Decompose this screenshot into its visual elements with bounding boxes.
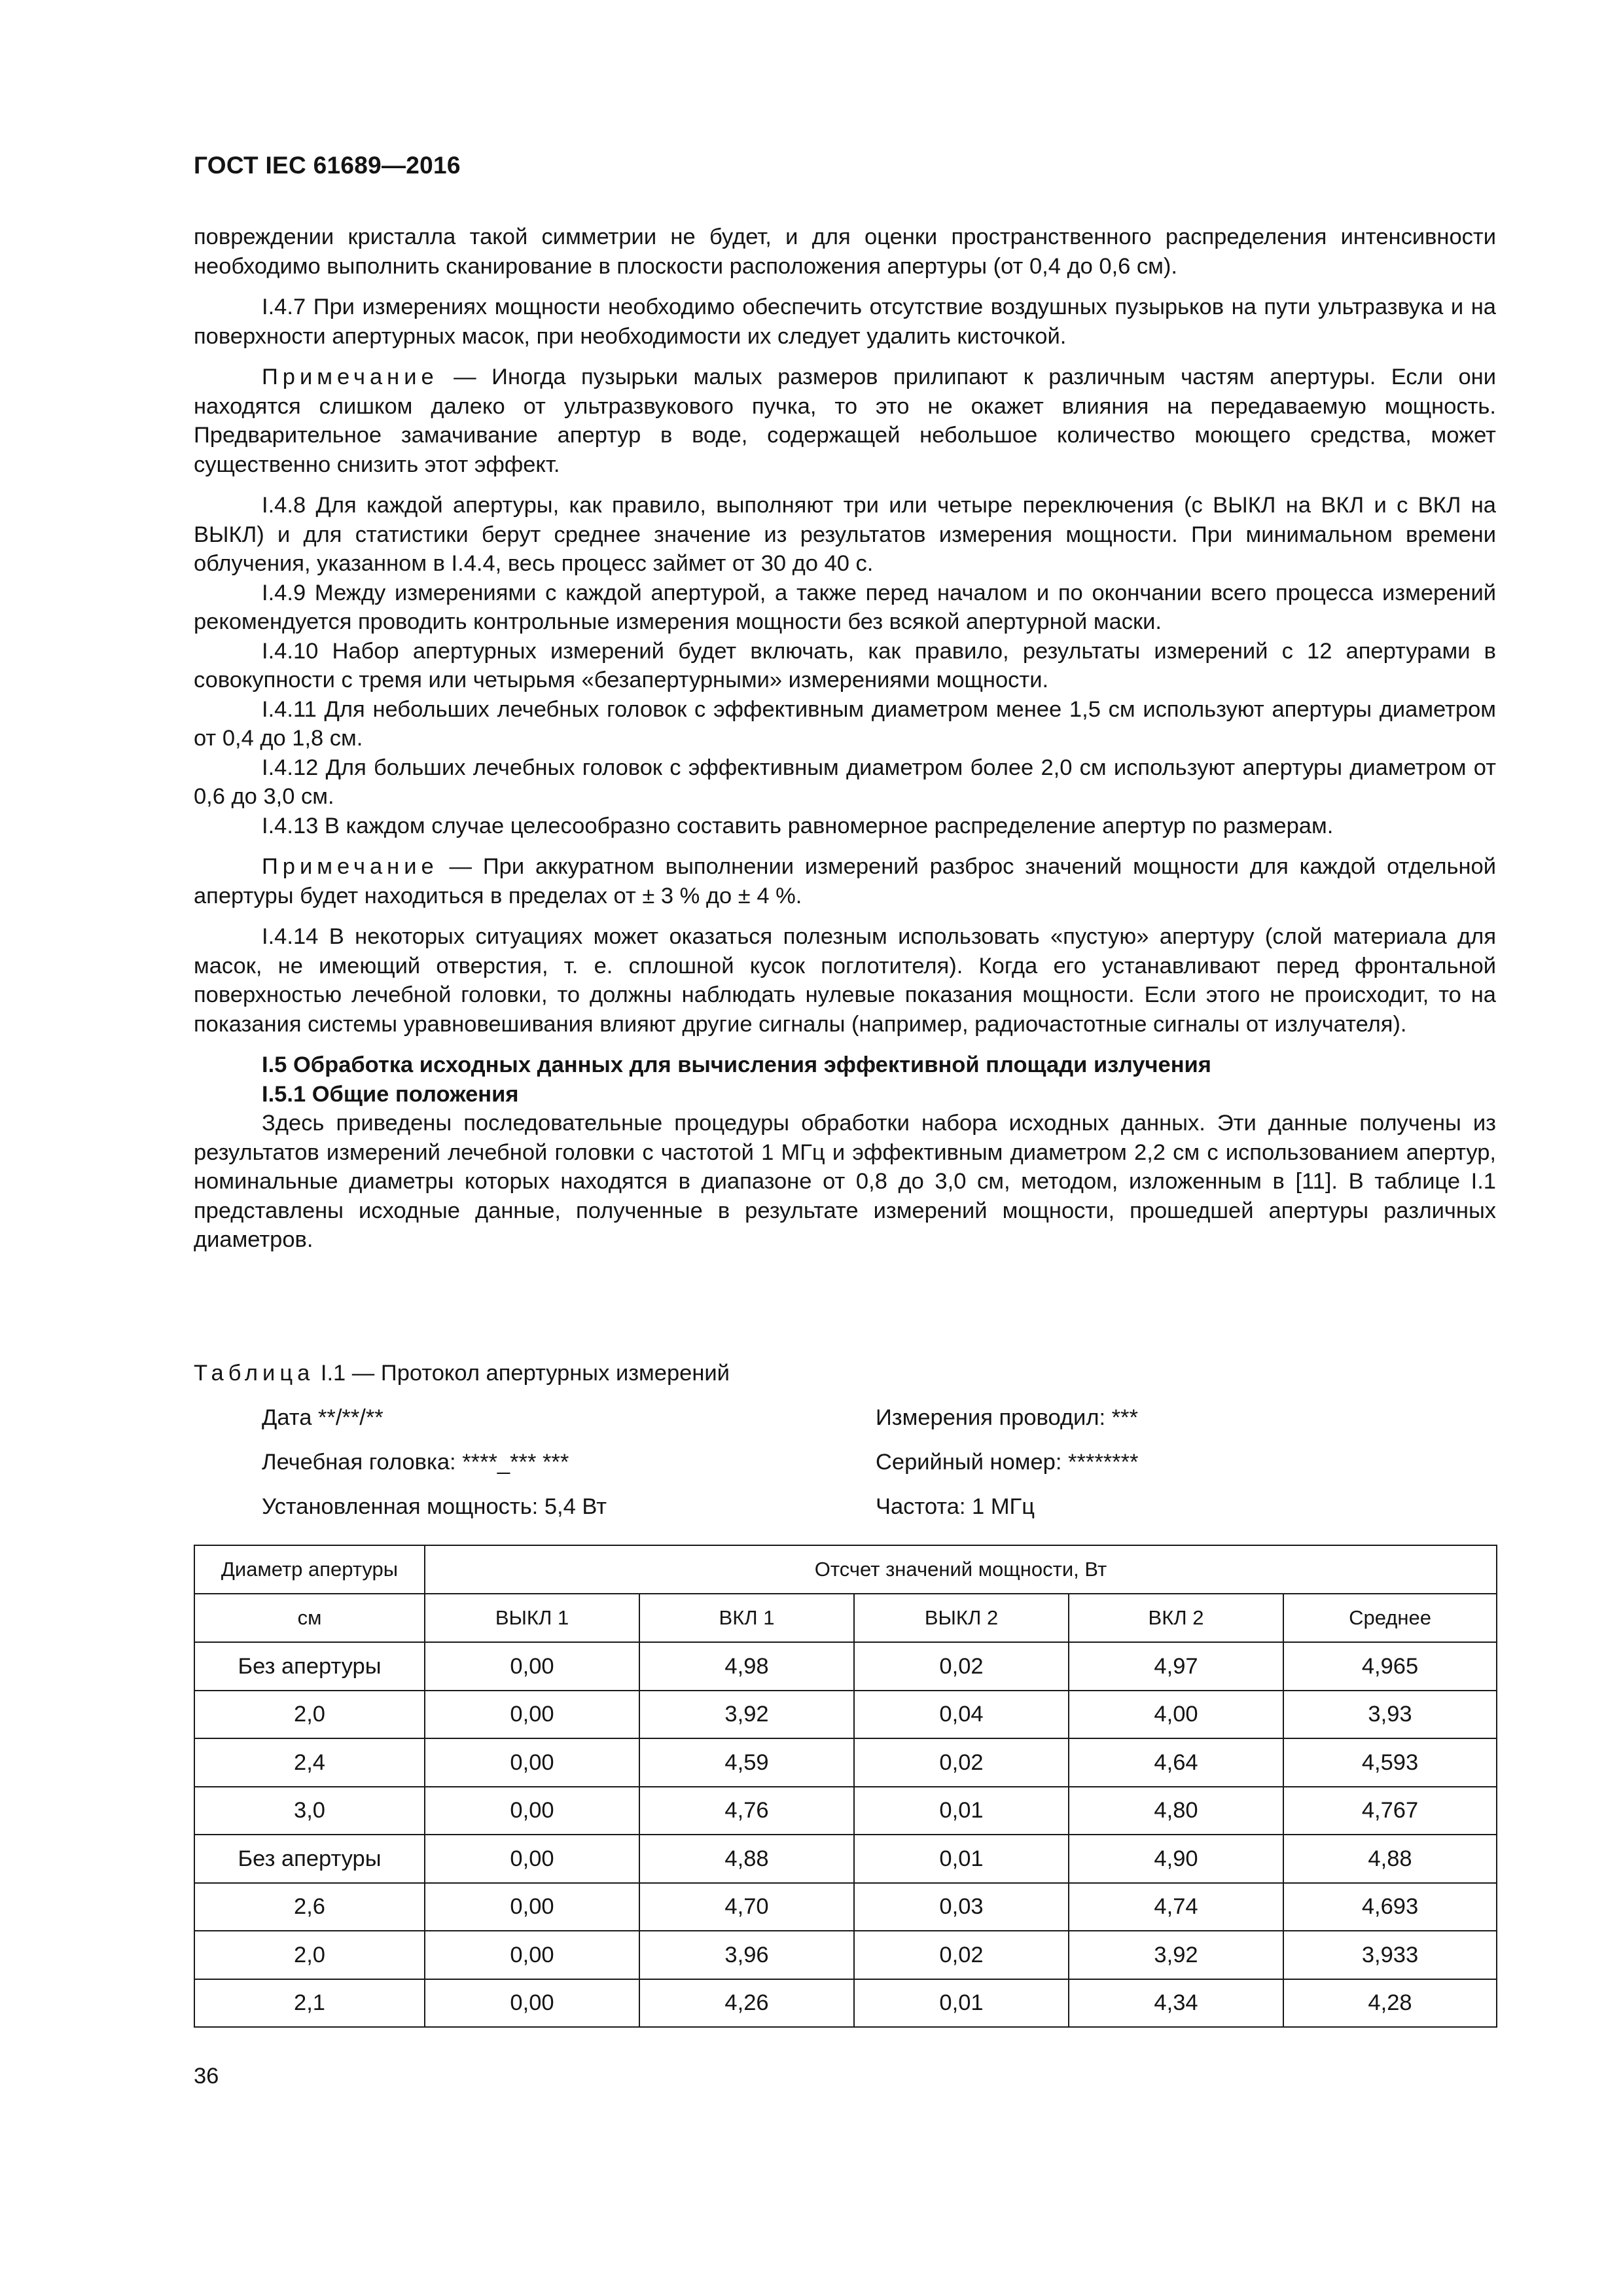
table-cell: 0,00 [425,1787,639,1835]
meta-date: Дата **/**/** [262,1405,383,1430]
table-cell: 0,00 [425,1738,639,1787]
table-cell: 0,02 [854,1931,1069,1979]
paragraph-i-4-11: I.4.11 Для небольших лечебных головок с эффективным диаметром менее 1,5 см используют апертуры диаметром от 0,4 до 1,8 см. [194,696,1496,751]
table-caption [194,1359,1496,1388]
table-row [194,1787,1497,1835]
note-label: Примечание [262,854,438,879]
table-cell: 2,0 [194,1691,425,1739]
meta-set-power: Установленная мощность: 5,4 Вт [262,1494,607,1519]
paragraph-i-4-10: I.4.10 Набор апертурных измерений будет включать, как правило, результаты измерений с 12 апертурами в совокупности с тремя или четырьмя «безапертурными» измерениями мощности. [194,638,1496,692]
table-cell: 0,00 [425,1883,639,1931]
header-cell-off-2: ВЫКЛ 2 [854,1594,1069,1642]
note-text: Иногда пузырьки малых размеров прилипают к различным частям апертуры. Если они находятся слишком далеко от ультразвукового пучка, то это не окажет влияния на передаваемую мощность. Предварительное замачивание апертур в воде, содержащей небольшое количество моющего средства, может существенно снизить этот эффект. [194,365,1497,477]
table-cell: 2,1 [194,1979,425,2028]
page-number: 36 [194,2064,219,2089]
note [194,363,1496,479]
table-row [194,1979,1497,2028]
header-cell-on-1: ВКЛ 1 [639,1594,854,1642]
table-cell: 0,04 [854,1691,1069,1739]
paragraph-i-4-13: I.4.13 В каждом случае целесообразно составить равномерное распределение апертур по размерам. [262,813,1334,838]
table-cell: 4,80 [1069,1787,1283,1835]
table-cell: 3,0 [194,1787,425,1835]
table-cell: 3,96 [639,1931,854,1979]
header-cell-on-2: ВКЛ 2 [1069,1594,1283,1642]
note-text: При аккуратном выполнении измерений разброс значений мощности для каждой отдельной апертуры будет находиться в пределах от ± 3 % до ± 4 %. [194,854,1497,908]
table-cell: 3,92 [639,1691,854,1739]
section-heading-i-5: I.5 Обработка исходных данных для вычисления эффективной площади излучения [262,1052,1211,1077]
table-cell: 2,6 [194,1883,425,1931]
subsection-heading-i-5-1: I.5.1 Общие положения [262,1081,519,1107]
table-cell: 3,92 [1069,1931,1283,1979]
note-label: Примечание [262,365,438,389]
note-dash: — [438,365,492,389]
table-cell: 4,70 [639,1883,854,1931]
paragraph-i-4-12: I.4.12 Для больших лечебных головок с эффективным диаметром более 2,0 см используют апертуры диаметром от 0,6 до 3,0 см. [194,755,1496,809]
table-cell: 2,4 [194,1738,425,1787]
header-cell-off-1: ВЫКЛ 1 [425,1594,639,1642]
table-cell: 4,74 [1069,1883,1283,1931]
table-cell: 4,693 [1283,1883,1497,1931]
header-cell-aperture-diameter: Диаметр апертуры [194,1545,425,1594]
table-row [194,1835,1497,1883]
meta-treatment-head: Лечебная головка: ****_*** *** [262,1450,569,1475]
table-row [194,1883,1497,1931]
table-cell: 4,34 [1069,1979,1283,2028]
table-cell: 3,933 [1283,1931,1497,1979]
table-cell: 4,97 [1069,1642,1283,1691]
table-cell: 0,01 [854,1979,1069,2028]
table-cell: 0,00 [425,1642,639,1691]
table-cell: 0,02 [854,1642,1069,1691]
table-cell: 3,93 [1283,1691,1497,1739]
meta-frequency: Частота: 1 МГц [876,1494,1035,1519]
paragraph-i-4-7: I.4.7 При измерениях мощности необходимо обеспечить отсутствие воздушных пузырьков на пути ультразвука и на поверхности апертурных масок, при необходимости их следует удалить кисточкой. [194,295,1496,349]
table-cell: 4,26 [639,1979,854,2028]
document-body [194,223,1496,1255]
table-cell: 4,00 [1069,1691,1283,1739]
table-row [194,1738,1497,1787]
table-cell: 0,01 [854,1835,1069,1883]
table-cell: 0,03 [854,1883,1069,1931]
table-row [194,1931,1497,1979]
paragraph: повреждении кристалла такой симметрии не будет, и для оценки пространственного распределения интенсивности необходимо выполнить сканирование в плоскости расположения апертуры (от 0,4 до 0,6 см). [194,224,1496,279]
meta-operator: Измерения проводил: *** [876,1405,1138,1430]
header-cell-power-readings: Отсчет значений мощности, Вт [425,1545,1497,1594]
table-cell: 4,767 [1283,1787,1497,1835]
table-cell: 4,90 [1069,1835,1283,1883]
table-cell: 4,76 [639,1787,854,1835]
aperture-protocol-table [194,1545,1497,2028]
table-cell: 4,88 [639,1835,854,1883]
table-cell: 2,0 [194,1931,425,1979]
document-header: ГОСТ IEC 61689—2016 [194,152,461,179]
table-cell: Без апертуры [194,1835,425,1883]
table-cell: 4,59 [639,1738,854,1787]
table-caption-text: I.1 — Протокол апертурных измерений [314,1361,730,1386]
note [194,852,1496,910]
table-cell: 0,02 [854,1738,1069,1787]
paragraph-i-4-8: I.4.8 Для каждой апертуры, как правило, выполняют три или четыре переключения (с ВЫКЛ на ВКЛ и с ВКЛ на ВЫКЛ) и для статистики берут среднее значение из результатов измерения мощности. При минимальном времени облучения, указанном в I.4.4, весь процесс займет от 30 до 40 с. [194,493,1496,576]
table-cell: 4,98 [639,1642,854,1691]
table-cell: 0,00 [425,1835,639,1883]
table-cell: 0,01 [854,1787,1069,1835]
table-header-row [194,1594,1497,1642]
header-cell-unit: см [194,1594,425,1642]
table-cell: 4,88 [1283,1835,1497,1883]
table-cell: Без апертуры [194,1642,425,1691]
table-cell: 4,593 [1283,1738,1497,1787]
paragraph-i-4-14: I.4.14 В некоторых ситуациях может оказаться полезным использовать «пустую» апертуру (слой материала для масок, не имеющий отверстия, т. е. сплошной кусок поглотителя). Когда его устанавливают перед фронтальной поверхностью лечебной головки, то должны наблюдать нулевые показания мощности. Если этого не происходит, то на показания системы уравновешивания влияют другие сигналы (например, радиочастотные сигналы от излучателя). [194,924,1496,1037]
paragraph-i-5-1: Здесь приведены последовательные процедуры обработки набора исходных данных. Эти данные получены из результатов измерений лечебной головки с частотой 1 МГц и эффективным диаметром 2,2 см с использованием апертур, номинальные диаметры которых находятся в диапазоне от 0,8 до 3,0 см, методом, изложенным в [11]. В таблице I.1 представлены исходные данные, полученные в результате измерений мощности, прошедшей апертуры различных диаметров. [194,1111,1496,1252]
table-cell: 0,00 [425,1931,639,1979]
header-cell-average: Среднее [1283,1594,1497,1642]
paragraph-i-4-9: I.4.9 Между измерениями с каждой апертурой, а также перед началом и по окончании всего процесса измерений рекомендуется проводить контрольные измерения мощности без всякой апертурной маски. [194,580,1496,634]
table-caption-label: Таблица [194,1361,315,1386]
table-header-row [194,1545,1497,1594]
table-cell: 4,28 [1283,1979,1497,2028]
table-cell: 0,00 [425,1979,639,2028]
table-cell: 0,00 [425,1691,639,1739]
meta-serial-number: Серийный номер: ******** [876,1450,1139,1475]
table-row [194,1691,1497,1739]
table-cell: 4,965 [1283,1642,1497,1691]
table-cell: 4,64 [1069,1738,1283,1787]
note-dash: — [438,854,483,879]
table-row [194,1642,1497,1691]
